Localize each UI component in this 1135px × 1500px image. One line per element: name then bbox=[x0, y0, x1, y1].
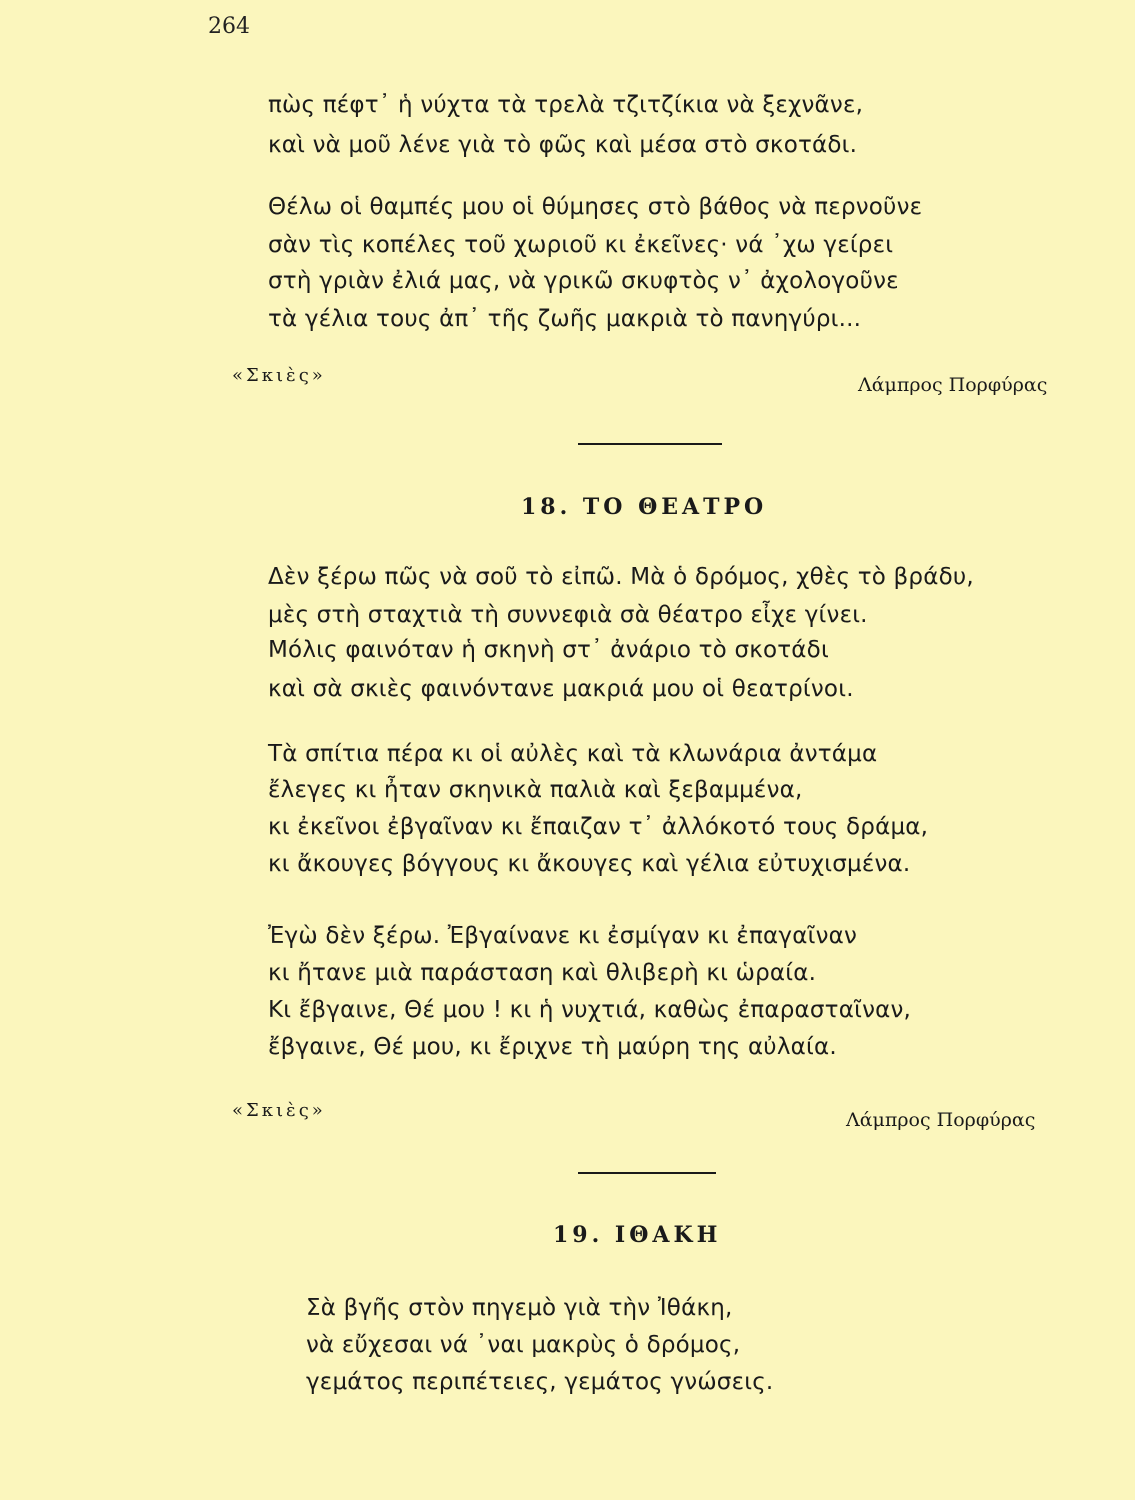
section-divider bbox=[578, 1172, 716, 1174]
poem-line: καὶ σὰ σκιὲς φαινόντανε μακριά μου οἱ θεατρίνοι. bbox=[268, 676, 854, 702]
poem-line: ἔλεγες κι ἦταν σκηνικὰ παλιὰ καὶ ξεβαμμένα, bbox=[268, 777, 803, 803]
poem-line: τὰ γέλια τους ἀπ᾽ τῆς ζωῆς μακριὰ τὸ πανηγύρι... bbox=[268, 306, 862, 332]
page-number: 264 bbox=[208, 14, 250, 39]
poem-source: «Σκιὲς» bbox=[232, 365, 326, 386]
poem-line: Ἐγὼ δὲν ξέρω. Ἐβγαίνανε κι ἐσμίγαν κι ἐπαγαῖναν bbox=[268, 923, 858, 949]
poem-line: ἔβγαινε, Θέ μου, κι ἔριχνε τὴ μαύρη της αὐλαία. bbox=[268, 1034, 837, 1060]
poem-line: Μόλις φαινόταν ἡ σκηνὴ στ᾽ ἀνάριο τὸ σκοτάδι bbox=[268, 637, 829, 663]
section-divider bbox=[578, 443, 722, 445]
poem-line: Σὰ βγῆς στὸν πηγεμὸ γιὰ τὴν Ἰθάκη, bbox=[306, 1295, 733, 1321]
poem-author: Λάμπρος Πορφύρας bbox=[858, 374, 1048, 396]
poem-line: κι ἄκουγες βόγγους κι ἄκουγες καὶ γέλια εὐτυχισμένα. bbox=[268, 851, 911, 877]
poem-line: κι ἐκεῖνοι ἐβγαῖναν κι ἔπαιζαν τ᾽ ἀλλόκοτό τους δράμα, bbox=[268, 814, 929, 840]
poem-line: μὲς στὴ σταχτιὰ τὴ συννεφιὰ σὰ θέατρο εἶχε γίνει. bbox=[268, 602, 868, 628]
poem-line: πὼς πέφτ᾽ ἡ νύχτα τὰ τρελὰ τζιτζίκια νὰ ξεχνᾶνε, bbox=[268, 92, 864, 118]
poem-line: Κι ἔβγαινε, Θέ μου ! κι ἡ νυχτιά, καθὼς ἐπαρασταῖναν, bbox=[268, 997, 912, 1023]
poem-line: γεμάτος περιπέτειες, γεμάτος γνώσεις. bbox=[306, 1369, 774, 1395]
poem-line: Τὰ σπίτια πέρα κι οἱ αὐλὲς καὶ τὰ κλωνάρια ἀντάμα bbox=[268, 741, 878, 767]
poem-line: Δὲν ξέρω πῶς νὰ σοῦ τὸ εἰπῶ. Μὰ ὁ δρόμος, χθὲς τὸ βράδυ, bbox=[268, 564, 974, 590]
poem-line: κι ἤτανε μιὰ παράσταση καὶ θλιβερὴ κι ὡραία. bbox=[268, 960, 817, 986]
poem-line: σὰν τὶς κοπέλες τοῦ χωριοῦ κι ἐκεῖνες· νά ᾽χω γείρει bbox=[268, 232, 894, 258]
poem-line: καὶ νὰ μοῦ λένε γιὰ τὸ φῶς καὶ μέσα στὸ σκοτάδι. bbox=[268, 132, 858, 158]
poem-line: νὰ εὔχεσαι νά ᾽ναι μακρὺς ὁ δρόμος, bbox=[306, 1332, 741, 1358]
poem-line: Θέλω οἱ θαμπές μου οἱ θύμησες στὸ βάθος νὰ περνοῦνε bbox=[268, 194, 923, 220]
poem-author: Λάμπρος Πορφύρας bbox=[846, 1109, 1036, 1131]
poem-title: 18. ΤΟ ΘΕΑΤΡΟ bbox=[521, 494, 768, 520]
poem-source: «Σκιὲς» bbox=[232, 1100, 326, 1121]
poem-line: στὴ γριὰν ἐλιά μας, νὰ γρικῶ σκυφτὸς ν᾽ ἀχολογοῦνε bbox=[268, 268, 899, 294]
poem-title: 19. ΙΘΑΚΗ bbox=[553, 1222, 722, 1248]
